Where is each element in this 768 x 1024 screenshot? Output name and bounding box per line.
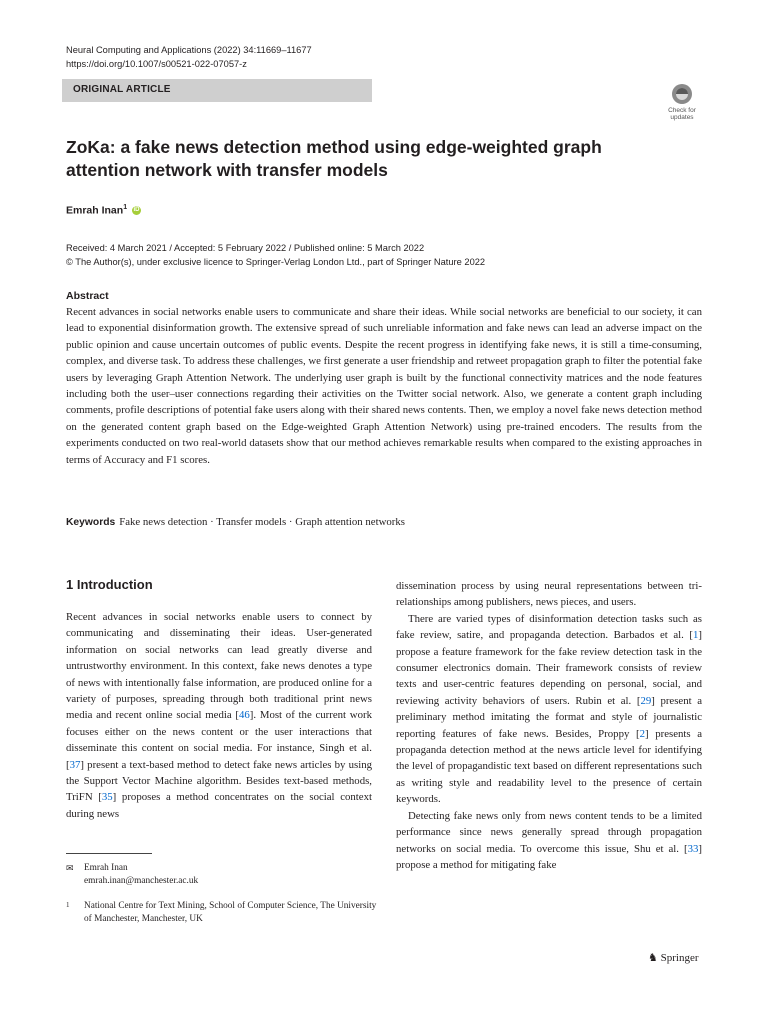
author-name[interactable]: Emrah Inan (66, 204, 124, 217)
intro-paragraph-2: There are varied types of disinformation detection tasks such as fake review, satire, and propaganda detection. Barbados et al. [1] propose a feature framework for the fake review detection task in the consumer electronics domain. Their framework consists of review texts and user-centric features depending on personal, social, and reviewing activity behaviors of users. Rubin et al. [29] present a preliminary method imitating the format and style of journalistic reporting features of fake news. Besides, Proppy [2] presents a propaganda detection method at the news article level for identifying the level of propagandistic text based on different representations such as writing style and readability level to the presence of certain keywords. (396, 612, 703, 806)
citation-link[interactable]: 33 (687, 842, 699, 855)
citation-link[interactable]: 2 (639, 727, 645, 740)
journal-citation: Neural Computing and Applications (2022) 34:11669–11677 (66, 45, 312, 55)
copyright-line: © The Author(s), under exclusive licence to Springer-Verlag London Ltd., part of Springer Nature 2022 (66, 257, 486, 267)
journal-header (66, 43, 312, 71)
article-type-label: ORIGINAL ARTICLE (73, 84, 171, 95)
corresponding-author (84, 862, 198, 888)
publication-dates (66, 241, 485, 269)
keywords-text: Fake news detection · Transfer models · Graph attention networks (119, 516, 405, 528)
abstract-text: Recent advances in social networks enable users to communicate and share their ideas. While social networks are beneficial to our society, it can lead to exponential disinformation growth. The extensive spread of such unreliable information and fake news can lead an adverse impact on the public opinion and cause uncertain outcomes of public events. Despite the recent progress in identifying fake news, it is still a time-consuming, complex, and diverse task. To address these challenges, we first generate a user friendship and retweet propagation graph to filter the potential fake users by leveraging Graph Attention Network. The underlying user graph is built by the functional connectivity matrices and the node features including both the user–user connections regarding their activities on the Twitter social network. Also, we generate a content graph including comments, profile descriptions of potential fake users along with their shared news contents. Then, we employ a novel fake news detection method on the generated content graph based on the Edge-weighted Graph Attention Network) using pre-trained encoders. The results from the experiments conducted on two real-world datasets show that our method achieves remarkable results when compared to the existing approaches in terms of Accuracy and F1 scores. (66, 306, 702, 466)
author-affiliation-mark: 1 (123, 204, 128, 211)
check-updates-label: Check for updates (668, 107, 696, 121)
citation-link[interactable]: 46 (239, 709, 250, 722)
springer-horse-icon: ♞ (648, 952, 658, 964)
citation-link[interactable]: 29 (640, 694, 652, 707)
dates-line: Received: 4 March 2021 / Accepted: 5 February 2022 / Published online: 5 March 2022 (66, 243, 425, 253)
paper-title: ZoKa: a fake news detection method using edge-weighted graph attention network with transfer models (66, 137, 602, 180)
citation-link[interactable]: 35 (101, 791, 113, 804)
check-updates-icon (663, 83, 701, 107)
orcid-icon[interactable]: iD (133, 207, 140, 214)
right-column (396, 578, 702, 873)
contact-email[interactable]: emrah.inan@manchester.ac.uk (84, 876, 199, 886)
keywords-line (66, 516, 405, 528)
publisher-logo (648, 951, 699, 964)
article-type-banner (62, 79, 372, 102)
citation-link[interactable]: 1 (692, 629, 699, 642)
intro-paragraph-3: Detecting fake news only from news content tends to be a limited performance since news generally spread through propagation networks on social media. To overcome this issue, Shu et al. [33] propose a method for mitigating fake (396, 809, 702, 871)
doi-link[interactable]: https://doi.org/10.1007/s00521-022-07057-z (66, 59, 247, 69)
section-title-introduction: 1 Introduction (66, 577, 153, 592)
contact-name: Emrah Inan (84, 863, 128, 873)
affiliation-text: National Centre for Text Mining, School of Computer Science, The University of Manchester, Manchester, UK (84, 901, 377, 924)
left-column (66, 609, 372, 822)
intro-paragraph-1: Recent advances in social networks enable users to connect by communicating and disseminating their ideas. User-generated information on social networks can lead greatly diverse and untrustworthy environment. In this context, fake news denotes a type of news with intentionally false information, are produced online for a variety of purposes, spreading through both traditional print news media and recent online social media [46]. Most of the current work focuses either on the news content or the user interactions that disseminate this content on social media. For instance, Singh et al. [37] present a text-based method to detect fake news articles by using the Support Vector Machine algorithm. Besides text-based methods, TriFN [35] proposes a method concentrates on the social context during news (66, 611, 372, 820)
check-for-updates-badge[interactable] (663, 83, 701, 123)
affiliation-number: 1 (66, 901, 70, 909)
citation-link[interactable]: 37 (69, 758, 81, 771)
author-line (66, 204, 141, 217)
abstract-heading: Abstract (66, 290, 109, 302)
publisher-name: Springer (660, 952, 699, 964)
envelope-icon: ✉ (66, 863, 74, 873)
keywords-label: Keywords (66, 517, 116, 528)
footnote-divider (66, 853, 152, 854)
intro-paragraph-continued: dissemination process by using neural representations between tri-relationships among publishers, news pieces, and users. (396, 580, 702, 609)
